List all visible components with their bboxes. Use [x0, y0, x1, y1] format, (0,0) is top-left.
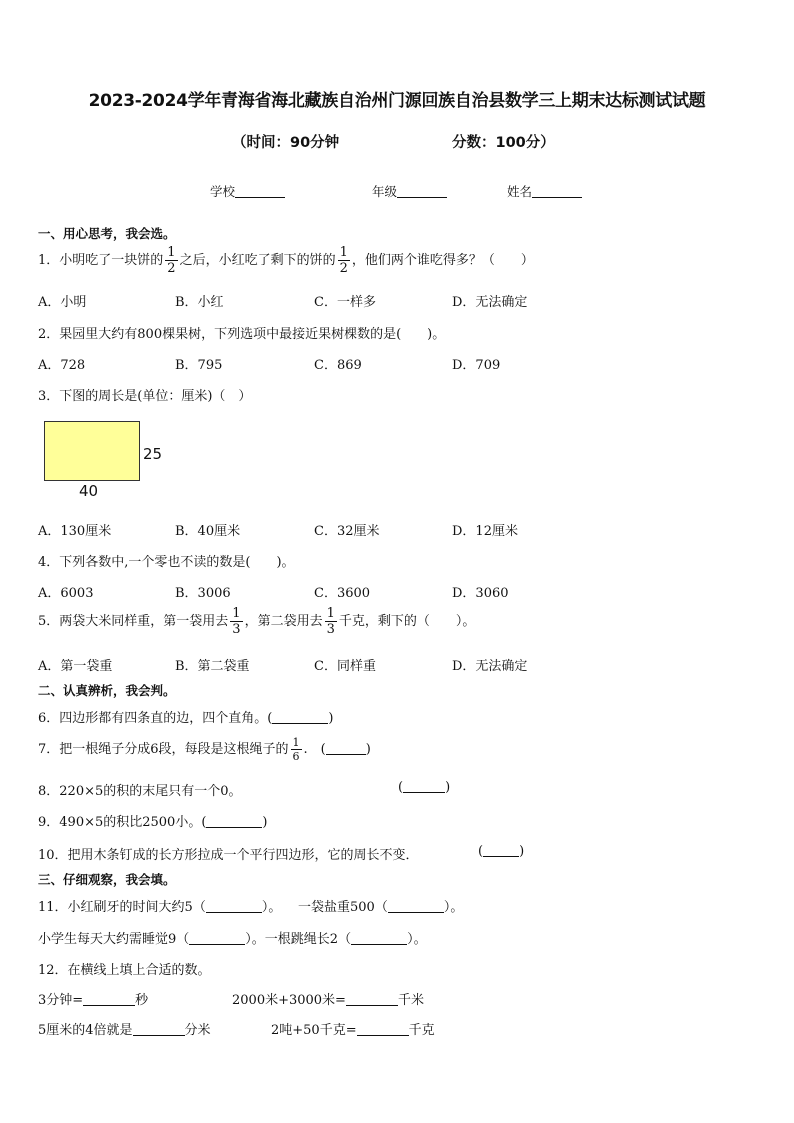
fraction: [165, 246, 177, 275]
question-12-text: 2000米+3000米=: [232, 993, 346, 1008]
answer-blank[interactable]: [206, 900, 262, 913]
question-1: [38, 246, 534, 275]
paren-close: ): [519, 844, 525, 859]
section-heading-3: 三、仔细观察，我会填。: [38, 872, 176, 887]
option-a[interactable]: A．小明: [38, 295, 87, 310]
width-label: 40: [79, 482, 99, 500]
name-label: 姓名: [507, 184, 533, 199]
question-12-text: 分米: [184, 1023, 211, 1038]
answer-blank[interactable]: [388, 900, 444, 913]
question-11-text: ）。: [443, 900, 464, 915]
question-3: 3．下图的周长是(单位：厘米)（ ）: [38, 389, 252, 404]
question-8: 8．220×5的积的末尾只有一个0。: [38, 784, 242, 799]
numerator: 1: [339, 245, 348, 260]
question-12-d: [271, 1019, 435, 1038]
question-12-c: [38, 1019, 211, 1038]
school-label: 学校: [210, 184, 236, 199]
question-10: 10．把用木条钉成的长方形拉成一个平行四边形，它的周长不变．: [38, 848, 419, 863]
question-5-text: ，第二袋用去: [244, 614, 323, 629]
paren-close: ): [445, 780, 451, 795]
question-9-text: 9．490×5的积比2500小。(: [38, 815, 207, 830]
option-d[interactable]: D．709: [452, 358, 501, 373]
option-b[interactable]: B．3006: [175, 586, 231, 601]
grade-blank[interactable]: [397, 185, 447, 198]
question-6: [38, 707, 333, 726]
question-11: [38, 896, 281, 915]
denominator: 2: [167, 261, 176, 276]
paren-open: (: [478, 844, 484, 859]
paren-close: ): [365, 742, 371, 757]
section-heading-1: 一、用心思考，我会选。: [38, 226, 176, 241]
question-1-text: ，他们两个谁吃得多？（ ）: [351, 253, 534, 268]
question-1-text: 1．小明吃了一块饼的: [38, 253, 164, 268]
option-d[interactable]: D．无法确定: [452, 659, 528, 674]
question-5: [38, 607, 475, 636]
page-title: 2023-2024学年青海省海北藏族自治州门源回族自治县数学三上期末达标测试试题: [88, 91, 706, 111]
question-7-text: 7．把一根绳子分成6段，每段是这根绳子的: [38, 742, 289, 757]
name-field: [507, 182, 582, 200]
question-2: 2．果园里大约有800棵果树，下列选项中最接近果树棵数的是( )。: [38, 327, 446, 342]
question-12-b: [232, 989, 424, 1008]
paren-open: (: [398, 780, 404, 795]
fraction: [325, 607, 337, 636]
numerator: 1: [326, 606, 335, 621]
grade-field: [372, 182, 447, 200]
answer-blank[interactable]: [133, 1023, 185, 1036]
question-11-text: 一袋盐重500（: [298, 900, 388, 915]
paren-close: ): [328, 711, 334, 726]
denominator: 3: [326, 622, 335, 637]
option-c[interactable]: C．3600: [314, 586, 371, 601]
option-d[interactable]: D．无法确定: [452, 295, 528, 310]
question-5-text: 5．两袋大米同样重，第一袋用去: [38, 614, 229, 629]
option-a[interactable]: A．728: [38, 358, 86, 373]
option-a[interactable]: A．第一袋重: [38, 659, 113, 674]
denominator: 3: [232, 622, 241, 637]
numerator: 1: [232, 606, 241, 621]
section-heading-2: 二、认真辨析，我会判。: [38, 683, 176, 698]
denominator: 2: [339, 261, 348, 276]
question-4: 4．下列各数中,一个零也不读的数是( )。: [38, 555, 295, 570]
option-c[interactable]: C．32厘米: [314, 524, 380, 539]
fraction: [230, 607, 242, 636]
question-7: [38, 737, 371, 762]
question-9: [38, 811, 267, 830]
answer-blank[interactable]: [403, 780, 445, 793]
question-11-b: [298, 896, 463, 915]
question-12-text: 千米: [397, 993, 424, 1008]
option-b[interactable]: B．第二袋重: [175, 659, 250, 674]
question-12-text: 2吨+50千克=: [271, 1023, 357, 1038]
question-11-text: 11．小红刷牙的时间大约5（: [38, 900, 206, 915]
rectangle-figure: [44, 421, 140, 481]
question-12-text: 5厘米的4倍就是: [38, 1023, 133, 1038]
question-6-text: 6．四边形都有四条直的边，四个直角。(: [38, 711, 273, 726]
question-12-text: 3分钟=: [38, 993, 84, 1008]
question-12-text: 秒: [135, 993, 149, 1008]
question-12-a: [38, 989, 148, 1008]
option-a[interactable]: A．130厘米: [38, 524, 112, 539]
question-11-c: [38, 928, 427, 947]
school-blank[interactable]: [235, 185, 285, 198]
school-field: [210, 182, 285, 200]
answer-blank[interactable]: [357, 1023, 409, 1036]
question-12-text: 千克: [408, 1023, 435, 1038]
question-11-text: 一根跳绳长2（: [264, 932, 352, 947]
option-b[interactable]: B．795: [175, 358, 223, 373]
question-11-text: ）。: [407, 932, 427, 947]
answer-blank[interactable]: [272, 711, 328, 724]
question-11-text: ）。: [245, 932, 265, 947]
exam-score: 分数：100分）: [452, 135, 555, 151]
answer-blank[interactable]: [483, 844, 519, 857]
question-11-text: 小学生每天大约需睡觉9（: [38, 932, 190, 947]
fraction: [338, 246, 350, 275]
option-c[interactable]: C．869: [314, 358, 362, 373]
question-8-answer: [398, 780, 450, 795]
option-b[interactable]: B．小红: [175, 295, 224, 310]
denominator: 6: [292, 750, 300, 763]
question-7-text: . (: [303, 742, 326, 757]
exam-time: （时间：90分钟: [232, 135, 340, 151]
question-1-text: 之后，小红吃了剩下的饼的: [179, 253, 336, 268]
answer-blank[interactable]: [83, 993, 135, 1006]
numerator: 1: [167, 245, 176, 260]
height-label: 25: [143, 445, 163, 463]
grade-label: 年级: [372, 184, 398, 199]
option-c[interactable]: C．同样重: [314, 659, 376, 674]
answer-blank[interactable]: [351, 932, 407, 945]
option-c[interactable]: C．一样多: [314, 295, 376, 310]
question-11-text: ）。: [261, 900, 282, 915]
name-blank[interactable]: [532, 185, 582, 198]
answer-blank[interactable]: [326, 742, 366, 755]
paren-close: ): [262, 815, 268, 830]
answer-blank[interactable]: [189, 932, 245, 945]
question-5-text: 千克，剩下的（ ）。: [338, 614, 476, 629]
option-d[interactable]: D．12厘米: [452, 524, 518, 539]
numerator: 1: [292, 736, 300, 749]
option-a[interactable]: A．6003: [38, 586, 94, 601]
question-10-answer: [478, 844, 524, 859]
option-d[interactable]: D．3060: [452, 586, 509, 601]
option-b[interactable]: B．40厘米: [175, 524, 241, 539]
answer-blank[interactable]: [206, 815, 262, 828]
answer-blank[interactable]: [346, 993, 398, 1006]
fraction: [291, 737, 302, 762]
question-12: 12．在横线上填上合适的数。: [38, 963, 211, 978]
